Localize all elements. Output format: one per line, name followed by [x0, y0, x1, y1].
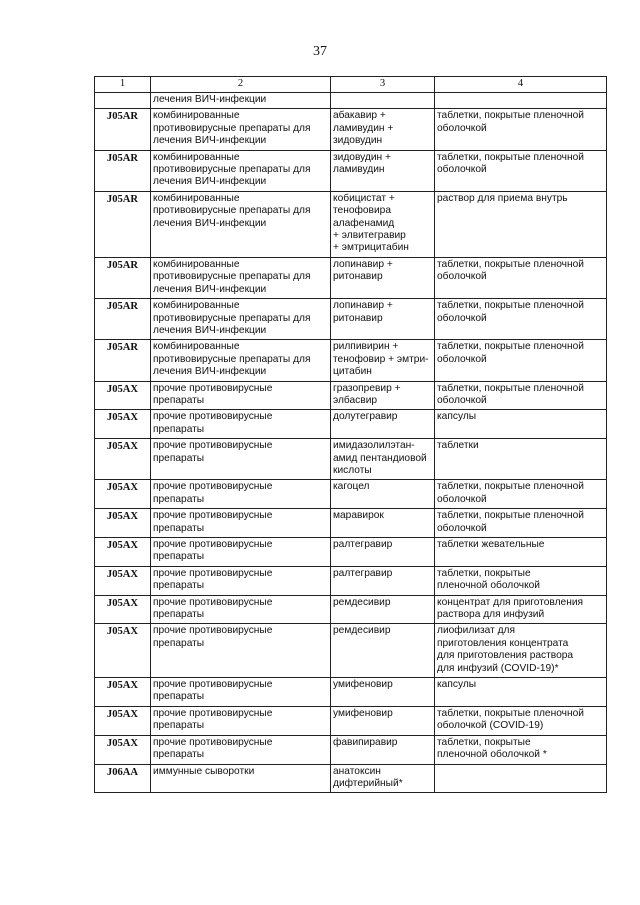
substance-text-line: фавипиравир [333, 736, 398, 748]
form-text-line: оболочкой [437, 271, 487, 283]
form-text-line: раствора для инфузий [437, 609, 545, 621]
group-text-line: противовирусные препараты для [153, 353, 311, 365]
table-row [95, 340, 607, 381]
atc-code-cell: J05AX [95, 678, 151, 707]
active-substance-cell [331, 538, 435, 567]
group-text-line: препараты [153, 637, 205, 649]
substance-text-line: умифеновир [333, 707, 393, 719]
pharmacological-group-cell [151, 340, 331, 381]
dosage-form-cell [435, 109, 607, 150]
substance-text-line: амид пентандиовой [333, 452, 427, 464]
pharmacological-group-cell [151, 480, 331, 509]
column-header-2: 2 [151, 77, 331, 93]
form-text-line: таблетки, покрытые [437, 736, 531, 748]
column-header-1: 1 [95, 77, 151, 93]
substance-text-line: абакавир + [333, 110, 386, 122]
group-text-line: прочие противовирусные [153, 707, 273, 719]
group-text-line: прочие противовирусные [153, 382, 273, 394]
dosage-form-cell [435, 480, 607, 509]
group-text-line: комбинированные [153, 192, 240, 204]
substance-text-line: кислоты [333, 464, 372, 476]
form-text-line: таблетки, покрытые пленочной [437, 341, 584, 353]
table-row [95, 624, 607, 678]
active-substance-cell [331, 257, 435, 298]
table-row [95, 109, 607, 150]
atc-code-cell: J05AX [95, 706, 151, 735]
table-row [95, 566, 607, 595]
group-text-line: противовирусные препараты для [153, 205, 311, 217]
atc-code-cell: J05AX [95, 538, 151, 567]
atc-code-cell: J05AR [95, 299, 151, 340]
table-row [95, 381, 607, 410]
active-substance-cell [331, 299, 435, 340]
pharmacological-group-cell [151, 150, 331, 191]
group-text-line: комбинированные [153, 341, 240, 353]
substance-text-line: ремдесивир [333, 625, 391, 637]
substance-text-line: элбасвир [333, 394, 378, 406]
substance-text-line: ралтегравир [333, 567, 393, 579]
atc-code-cell: J05AX [95, 509, 151, 538]
atc-code-cell: J05AX [95, 410, 151, 439]
group-text-line: прочие противовирусные [153, 411, 273, 423]
table-row [95, 538, 607, 567]
dosage-form-cell [435, 340, 607, 381]
group-text-line: противовирусные препараты для [153, 312, 311, 324]
form-text-line: капсулы [437, 679, 477, 691]
substance-text-line: зидовудин + [333, 151, 391, 163]
group-text-line: противовирусные препараты для [153, 164, 311, 176]
active-substance-cell [331, 439, 435, 480]
group-text-line: лечения ВИЧ-инфекции [153, 324, 267, 336]
pharmacological-group-cell [151, 538, 331, 567]
atc-code-cell: J05AX [95, 735, 151, 764]
dosage-form-cell [435, 678, 607, 707]
pharmacological-group-cell [151, 439, 331, 480]
form-text-line: приготовления концентрата [437, 637, 569, 649]
substance-text-line: ламивудин + [333, 122, 394, 134]
substance-text-line: цитабин [333, 366, 372, 378]
atc-code-cell: J05AX [95, 381, 151, 410]
group-text-line: препараты [153, 691, 205, 703]
form-text-line: для инфузий (COVID-19)* [437, 662, 559, 674]
group-text-line: противовирусные препараты для [153, 122, 311, 134]
form-text-line: таблетки, покрытые пленочной [437, 510, 584, 522]
substance-text-line: кобицистат + [333, 192, 395, 204]
table-row [95, 706, 607, 735]
substance-text-line: + элвитегравир [333, 230, 406, 242]
atc-code-cell: J05AX [95, 595, 151, 624]
atc-code-cell: J05AX [95, 439, 151, 480]
dosage-form-cell [435, 566, 607, 595]
substance-text-line: анатоксин [333, 765, 381, 777]
pharmacological-group-cell [151, 93, 331, 109]
table-row [95, 595, 607, 624]
group-text-line: препараты [153, 749, 205, 761]
form-text-line: оболочкой [437, 522, 487, 534]
substance-text-line: лопинавир + [333, 258, 393, 270]
table-row [95, 509, 607, 538]
active-substance-cell [331, 764, 435, 793]
atc-code-cell: J05AX [95, 566, 151, 595]
form-text-line: таблетки, покрытые пленочной [437, 382, 584, 394]
group-text-line: лечения ВИЧ-инфекции [153, 283, 267, 295]
active-substance-cell [331, 735, 435, 764]
form-text-line: оболочкой [437, 353, 487, 365]
dosage-form-cell [435, 410, 607, 439]
group-text-line: иммунные сыворотки [153, 765, 255, 777]
form-text-line: лиофилизат для [437, 625, 516, 637]
form-text-line: оболочкой [437, 164, 487, 176]
dosage-form-cell [435, 299, 607, 340]
table-row [95, 257, 607, 298]
table-header-row [95, 77, 607, 93]
group-text-line: комбинированные [153, 110, 240, 122]
form-text-line: оболочкой [437, 493, 487, 505]
substance-text-line: алафенамид [333, 217, 395, 229]
group-text-line: лечения ВИЧ-инфекции [153, 94, 267, 105]
substance-text-line: дифтерийный* [333, 777, 403, 789]
form-text-line: раствор для приема внутрь [437, 192, 568, 204]
group-text-line: комбинированные [153, 258, 240, 270]
group-text-line: комбинированные [153, 300, 240, 312]
table-row [95, 299, 607, 340]
substance-text-line: ритонавир [333, 312, 383, 324]
column-header-4: 4 [435, 77, 607, 93]
form-text-line: таблетки, покрытые пленочной [437, 110, 584, 122]
group-text-line: препараты [153, 493, 205, 505]
group-text-line: препараты [153, 609, 205, 621]
form-text-line: таблетки, покрытые [437, 567, 531, 579]
group-text-line: лечения ВИЧ-инфекции [153, 366, 267, 378]
active-substance-cell [331, 480, 435, 509]
form-text-line: оболочкой [437, 394, 487, 406]
table-row [95, 439, 607, 480]
dosage-form-cell [435, 706, 607, 735]
pharmacological-group-cell [151, 624, 331, 678]
group-text-line: прочие противовирусные [153, 625, 273, 637]
dosage-form-cell [435, 595, 607, 624]
form-text-line: оболочкой [437, 122, 487, 134]
substance-text-line: ламивудин [333, 164, 385, 176]
active-substance-cell [331, 566, 435, 595]
atc-code-cell: J05AR [95, 109, 151, 150]
group-text-line: прочие противовирусные [153, 539, 273, 550]
table-row [95, 764, 607, 793]
pharmacological-group-cell [151, 566, 331, 595]
substance-text-line: ралтегравир [333, 539, 393, 550]
active-substance-cell [331, 150, 435, 191]
table-row [95, 480, 607, 509]
dosage-form-cell [435, 735, 607, 764]
pharmacological-group-cell [151, 706, 331, 735]
group-text-line: комбинированные [153, 151, 240, 163]
group-text-line: препараты [153, 551, 205, 563]
group-text-line: прочие противовирусные [153, 596, 273, 608]
table-row [95, 191, 607, 257]
substance-text-line: умифеновир [333, 679, 393, 691]
dosage-form-cell [435, 257, 607, 298]
form-text-line: пленочной оболочкой [437, 580, 540, 592]
form-text-line: таблетки, покрытые пленочной [437, 258, 584, 270]
atc-code-cell: J06AA [95, 764, 151, 793]
atc-code-cell: J05AR [95, 257, 151, 298]
pharmacological-group-cell [151, 735, 331, 764]
substance-text-line: имидазолилэтан- [333, 440, 415, 452]
substance-text-line: тенофовира [333, 205, 391, 217]
active-substance-cell [331, 109, 435, 150]
dosage-form-cell [435, 150, 607, 191]
substance-text-line: гразопревир + [333, 382, 401, 394]
substance-text-line: маравирок [333, 510, 384, 522]
pharmacological-group-cell [151, 509, 331, 538]
pharmacological-group-cell [151, 595, 331, 624]
table-row [95, 93, 607, 109]
group-text-line: прочие противовирусные [153, 481, 273, 493]
dosage-form-cell [435, 93, 607, 109]
form-text-line: таблетки, покрытые пленочной [437, 481, 584, 493]
form-text-line: для приготовления раствора [437, 650, 574, 662]
group-text-line: препараты [153, 720, 205, 732]
form-text-line: таблетки [437, 440, 479, 452]
table-row [95, 735, 607, 764]
form-text-line: таблетки, покрытые пленочной [437, 300, 584, 312]
atc-code-cell: J05AR [95, 340, 151, 381]
substance-text-line: + эмтрицитабин [333, 242, 409, 254]
pharmacological-group-cell [151, 410, 331, 439]
form-text-line: концентрат для приготовления [437, 596, 584, 608]
group-text-line: лечения ВИЧ-инфекции [153, 135, 267, 147]
dosage-form-cell [435, 509, 607, 538]
form-text-line: таблетки, покрытые пленочной [437, 151, 584, 163]
group-text-line: прочие противовирусные [153, 510, 273, 522]
form-text-line: капсулы [437, 411, 477, 423]
group-text-line: противовирусные препараты для [153, 271, 311, 283]
substance-text-line: кагоцел [333, 481, 370, 493]
atc-code-cell: J05AX [95, 480, 151, 509]
dosage-form-cell [435, 624, 607, 678]
table-row [95, 678, 607, 707]
dosage-form-cell [435, 439, 607, 480]
substance-text-line: рилпивирин + [333, 341, 399, 353]
table-body [95, 93, 607, 793]
dosage-form-cell [435, 191, 607, 257]
active-substance-cell [331, 93, 435, 109]
substance-text-line: лопинавир + [333, 300, 393, 312]
active-substance-cell [331, 678, 435, 707]
group-text-line: препараты [153, 452, 205, 464]
group-text-line: препараты [153, 580, 205, 592]
atc-code-cell: J05AR [95, 150, 151, 191]
form-text-line: оболочкой [437, 312, 487, 324]
pharmacological-group-cell [151, 299, 331, 340]
group-text-line: прочие противовирусные [153, 736, 273, 748]
atc-code-cell: J05AX [95, 624, 151, 678]
pharmacological-group-cell [151, 257, 331, 298]
active-substance-cell [331, 340, 435, 381]
substance-text-line: долутегравир [333, 411, 398, 423]
group-text-line: препараты [153, 394, 205, 406]
active-substance-cell [331, 509, 435, 538]
group-text-line: прочие противовирусные [153, 440, 273, 452]
substance-text-line: тенофовир + эмтри- [333, 353, 429, 365]
active-substance-cell [331, 624, 435, 678]
group-text-line: препараты [153, 522, 205, 534]
active-substance-cell [331, 410, 435, 439]
substance-text-line: зидовудин [333, 135, 383, 147]
pharmacological-group-cell [151, 109, 331, 150]
group-text-line: лечения ВИЧ-инфекции [153, 217, 267, 229]
form-text-line: пленочной оболочкой * [437, 749, 547, 761]
active-substance-cell [331, 706, 435, 735]
substance-text-line: ритонавир [333, 271, 383, 283]
pharmacological-group-cell [151, 678, 331, 707]
group-text-line: прочие противовирусные [153, 567, 273, 579]
group-text-line: препараты [153, 423, 205, 435]
pharmacological-group-cell [151, 381, 331, 410]
active-substance-cell [331, 381, 435, 410]
dosage-form-cell [435, 764, 607, 793]
atc-code-cell: J05AR [95, 191, 151, 257]
table-row [95, 410, 607, 439]
medicines-table [94, 76, 607, 793]
active-substance-cell [331, 595, 435, 624]
form-text-line: таблетки, покрытые пленочной [437, 707, 584, 719]
group-text-line: лечения ВИЧ-инфекции [153, 176, 267, 188]
pharmacological-group-cell [151, 764, 331, 793]
dosage-form-cell [435, 538, 607, 567]
active-substance-cell [331, 191, 435, 257]
form-text-line: таблетки жевательные [437, 539, 545, 550]
atc-code-cell [95, 93, 151, 109]
dosage-form-cell [435, 381, 607, 410]
pharmacological-group-cell [151, 191, 331, 257]
table-row [95, 150, 607, 191]
page-number: 37 [313, 44, 327, 59]
substance-text-line: ремдесивир [333, 596, 391, 608]
group-text-line: прочие противовирусные [153, 679, 273, 691]
form-text-line: оболочкой (COVID-19) [437, 720, 544, 732]
column-header-3: 3 [331, 77, 435, 93]
